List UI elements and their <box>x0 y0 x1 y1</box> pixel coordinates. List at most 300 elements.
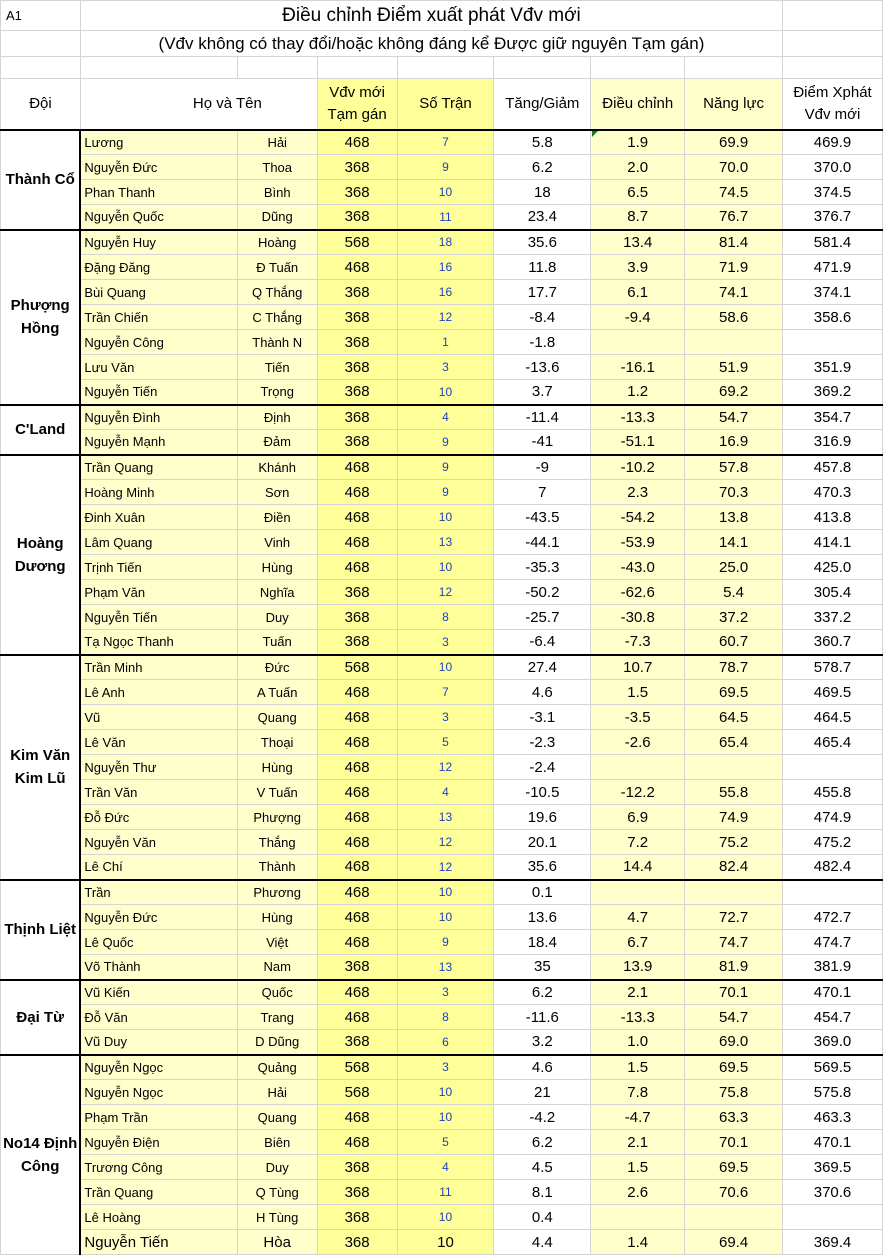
ability-value[interactable]: 74.9 <box>685 805 783 830</box>
ability-value[interactable]: 5.4 <box>685 580 783 605</box>
ability-value[interactable]: 75.8 <box>685 1080 783 1105</box>
vdv-value[interactable]: 368 <box>317 155 397 180</box>
change-value[interactable]: -1.8 <box>494 330 591 355</box>
vdv-value[interactable]: 468 <box>317 130 397 155</box>
start-score[interactable]: 474.9 <box>783 805 883 830</box>
ability-value[interactable]: 64.5 <box>685 705 783 730</box>
player-surname[interactable]: Bùi Quang <box>80 280 237 305</box>
player-name[interactable]: Định <box>237 405 317 430</box>
vdv-value[interactable]: 468 <box>317 530 397 555</box>
player-surname[interactable]: Lưu Văn <box>80 355 237 380</box>
ability-value[interactable]: 63.3 <box>685 1105 783 1130</box>
change-value[interactable]: -13.6 <box>494 355 591 380</box>
player-surname[interactable]: Nguyễn Mạnh <box>80 430 237 455</box>
player-name[interactable]: Hải <box>237 130 317 155</box>
adjust-value[interactable]: 3.9 <box>591 255 685 280</box>
vdv-value[interactable]: 368 <box>317 1230 397 1255</box>
player-surname[interactable]: Nguyễn Đình <box>80 405 237 430</box>
start-score[interactable]: 482.4 <box>783 855 883 880</box>
player-name[interactable]: Phương <box>237 880 317 905</box>
vdv-value[interactable]: 568 <box>317 230 397 255</box>
vdv-value[interactable]: 568 <box>317 655 397 680</box>
vdv-value[interactable]: 468 <box>317 705 397 730</box>
matches-count[interactable]: 10 <box>397 880 494 905</box>
vdv-value[interactable]: 468 <box>317 830 397 855</box>
adjust-value[interactable]: 6.9 <box>591 805 685 830</box>
change-value[interactable]: -43.5 <box>494 505 591 530</box>
player-name[interactable]: Hải <box>237 1080 317 1105</box>
matches-count[interactable]: 8 <box>397 605 494 630</box>
player-surname[interactable]: Nguyễn Điện <box>80 1130 237 1155</box>
vdv-value[interactable]: 468 <box>317 805 397 830</box>
player-name[interactable]: Thành <box>237 855 317 880</box>
change-value[interactable]: 3.7 <box>494 380 591 405</box>
change-value[interactable]: 27.4 <box>494 655 591 680</box>
player-surname[interactable]: Đinh Xuân <box>80 505 237 530</box>
ability-value[interactable]: 74.5 <box>685 180 783 205</box>
ability-value[interactable]: 70.1 <box>685 980 783 1005</box>
start-score[interactable]: 470.3 <box>783 480 883 505</box>
adjust-value[interactable]: 1.4 <box>591 1230 685 1255</box>
matches-count[interactable]: 9 <box>397 155 494 180</box>
player-surname[interactable]: Vũ Kiến <box>80 980 237 1005</box>
matches-count[interactable]: 13 <box>397 530 494 555</box>
matches-count[interactable]: 9 <box>397 480 494 505</box>
player-name[interactable]: Nam <box>237 955 317 980</box>
matches-count[interactable]: 9 <box>397 930 494 955</box>
matches-count[interactable]: 12 <box>397 755 494 780</box>
vdv-value[interactable]: 468 <box>317 930 397 955</box>
start-score[interactable]: 472.7 <box>783 905 883 930</box>
change-value[interactable]: 17.7 <box>494 280 591 305</box>
adjust-value[interactable]: -13.3 <box>591 405 685 430</box>
team-name[interactable]: Phượng Hồng <box>1 230 81 405</box>
player-name[interactable]: Duy <box>237 605 317 630</box>
vdv-value[interactable]: 368 <box>317 205 397 230</box>
adjust-value[interactable]: 7.8 <box>591 1080 685 1105</box>
player-name[interactable]: Dũng <box>237 205 317 230</box>
vdv-value[interactable]: 368 <box>317 630 397 655</box>
team-name[interactable]: C'Land <box>1 405 81 455</box>
player-surname[interactable]: Đặng Đăng <box>80 255 237 280</box>
start-score[interactable]: 369.5 <box>783 1155 883 1180</box>
adjust-value[interactable]: 13.4 <box>591 230 685 255</box>
adjust-value[interactable]: 8.7 <box>591 205 685 230</box>
player-surname[interactable]: Võ Thành <box>80 955 237 980</box>
matches-count[interactable]: 5 <box>397 1130 494 1155</box>
player-name[interactable]: Việt <box>237 930 317 955</box>
player-name[interactable]: Đức <box>237 655 317 680</box>
player-name[interactable]: Quang <box>237 1105 317 1130</box>
adjust-value[interactable]: 1.0 <box>591 1030 685 1055</box>
player-name[interactable]: Tuấn <box>237 630 317 655</box>
ability-value[interactable]: 72.7 <box>685 905 783 930</box>
ability-value[interactable]: 78.7 <box>685 655 783 680</box>
change-value[interactable]: -2.4 <box>494 755 591 780</box>
ability-value[interactable]: 37.2 <box>685 605 783 630</box>
change-value[interactable]: 4.6 <box>494 1055 591 1080</box>
matches-count[interactable]: 16 <box>397 280 494 305</box>
vdv-value[interactable]: 468 <box>317 780 397 805</box>
start-score[interactable]: 471.9 <box>783 255 883 280</box>
ability-value[interactable]: 76.7 <box>685 205 783 230</box>
change-value[interactable]: 8.1 <box>494 1180 591 1205</box>
adjust-value[interactable]: 2.1 <box>591 1130 685 1155</box>
ability-value[interactable] <box>685 755 783 780</box>
adjust-value[interactable]: 6.5 <box>591 180 685 205</box>
matches-count[interactable]: 4 <box>397 1155 494 1180</box>
vdv-value[interactable]: 368 <box>317 280 397 305</box>
start-score[interactable]: 470.1 <box>783 1130 883 1155</box>
adjust-value[interactable]: 6.1 <box>591 280 685 305</box>
change-value[interactable]: -35.3 <box>494 555 591 580</box>
start-score[interactable]: 381.9 <box>783 955 883 980</box>
player-surname[interactable]: Lương <box>80 130 237 155</box>
header-so-tran[interactable]: Số Trận <box>397 79 494 130</box>
start-score[interactable]: 454.7 <box>783 1005 883 1030</box>
vdv-value[interactable]: 368 <box>317 1030 397 1055</box>
change-value[interactable]: -2.3 <box>494 730 591 755</box>
matches-count[interactable]: 16 <box>397 255 494 280</box>
ability-value[interactable]: 70.6 <box>685 1180 783 1205</box>
player-surname[interactable]: Trần Minh <box>80 655 237 680</box>
vdv-value[interactable]: 468 <box>317 1130 397 1155</box>
change-value[interactable]: -44.1 <box>494 530 591 555</box>
change-value[interactable]: 18.4 <box>494 930 591 955</box>
change-value[interactable]: 5.8 <box>494 130 591 155</box>
team-name[interactable]: Thành Cổ <box>1 130 81 230</box>
player-surname[interactable]: Trịnh Tiến <box>80 555 237 580</box>
change-value[interactable]: 7 <box>494 480 591 505</box>
ability-value[interactable]: 13.8 <box>685 505 783 530</box>
player-name[interactable]: Đ Tuấn <box>237 255 317 280</box>
adjust-value[interactable]: -43.0 <box>591 555 685 580</box>
ability-value[interactable]: 69.9 <box>685 130 783 155</box>
change-value[interactable]: 0.1 <box>494 880 591 905</box>
ability-value[interactable]: 65.4 <box>685 730 783 755</box>
player-name[interactable]: Hùng <box>237 905 317 930</box>
adjust-value[interactable]: 1.9 <box>591 130 685 155</box>
start-score[interactable]: 369.4 <box>783 1230 883 1255</box>
adjust-value[interactable]: -53.9 <box>591 530 685 555</box>
ability-value[interactable]: 51.9 <box>685 355 783 380</box>
player-surname[interactable]: Lê Quốc <box>80 930 237 955</box>
player-surname[interactable]: Trần Văn <box>80 780 237 805</box>
player-surname[interactable]: Lê Chí <box>80 855 237 880</box>
adjust-value[interactable]: -16.1 <box>591 355 685 380</box>
adjust-value[interactable]: 6.7 <box>591 930 685 955</box>
start-score[interactable]: 575.8 <box>783 1080 883 1105</box>
vdv-value[interactable]: 568 <box>317 1080 397 1105</box>
change-value[interactable]: 20.1 <box>494 830 591 855</box>
start-score[interactable]: 581.4 <box>783 230 883 255</box>
matches-count[interactable]: 3 <box>397 355 494 380</box>
matches-count[interactable]: 10 <box>397 1230 494 1255</box>
change-value[interactable]: -9 <box>494 455 591 480</box>
vdv-value[interactable]: 468 <box>317 1005 397 1030</box>
start-score[interactable] <box>783 1205 883 1230</box>
start-score[interactable]: 470.1 <box>783 980 883 1005</box>
player-name[interactable]: Thành N <box>237 330 317 355</box>
player-surname[interactable]: Trần <box>80 880 237 905</box>
ability-value[interactable] <box>685 330 783 355</box>
adjust-value[interactable]: -3.5 <box>591 705 685 730</box>
player-surname[interactable]: Lê Hoàng <box>80 1205 237 1230</box>
header-diem-xphat[interactable]: Điểm Xphát Vđv mới <box>783 79 883 130</box>
ability-value[interactable]: 82.4 <box>685 855 783 880</box>
player-surname[interactable]: Lâm Quang <box>80 530 237 555</box>
start-score[interactable]: 376.7 <box>783 205 883 230</box>
adjust-value[interactable] <box>591 330 685 355</box>
vdv-value[interactable]: 368 <box>317 605 397 630</box>
change-value[interactable]: -8.4 <box>494 305 591 330</box>
vdv-value[interactable]: 468 <box>317 755 397 780</box>
header-vdv-moi[interactable]: Vđv mới Tạm gán <box>317 79 397 130</box>
ability-value[interactable]: 74.7 <box>685 930 783 955</box>
player-surname[interactable]: Lê Anh <box>80 680 237 705</box>
adjust-value[interactable]: -30.8 <box>591 605 685 630</box>
adjust-value[interactable]: 1.2 <box>591 380 685 405</box>
vdv-value[interactable]: 368 <box>317 580 397 605</box>
player-name[interactable]: Hoàng <box>237 230 317 255</box>
matches-count[interactable]: 5 <box>397 730 494 755</box>
matches-count[interactable]: 11 <box>397 205 494 230</box>
player-name[interactable]: Sơn <box>237 480 317 505</box>
start-score[interactable]: 469.9 <box>783 130 883 155</box>
matches-count[interactable]: 10 <box>397 655 494 680</box>
adjust-value[interactable] <box>591 755 685 780</box>
player-surname[interactable]: Nguyễn Thư <box>80 755 237 780</box>
matches-count[interactable]: 12 <box>397 580 494 605</box>
matches-count[interactable]: 10 <box>397 905 494 930</box>
adjust-value[interactable]: 14.4 <box>591 855 685 880</box>
ability-value[interactable]: 54.7 <box>685 1005 783 1030</box>
ability-value[interactable]: 69.5 <box>685 1155 783 1180</box>
change-value[interactable]: 6.2 <box>494 155 591 180</box>
adjust-value[interactable]: -4.7 <box>591 1105 685 1130</box>
change-value[interactable]: -10.5 <box>494 780 591 805</box>
vdv-value[interactable]: 468 <box>317 480 397 505</box>
adjust-value[interactable]: 2.1 <box>591 980 685 1005</box>
change-value[interactable]: -11.4 <box>494 405 591 430</box>
header-nang-luc[interactable]: Năng lực <box>685 79 783 130</box>
vdv-value[interactable]: 368 <box>317 305 397 330</box>
player-surname[interactable]: Phạm Văn <box>80 580 237 605</box>
start-score[interactable]: 457.8 <box>783 455 883 480</box>
matches-count[interactable]: 10 <box>397 555 494 580</box>
start-score[interactable]: 360.7 <box>783 630 883 655</box>
start-score[interactable]: 569.5 <box>783 1055 883 1080</box>
player-surname[interactable]: Phan Thanh <box>80 180 237 205</box>
vdv-value[interactable]: 468 <box>317 855 397 880</box>
adjust-value[interactable]: 7.2 <box>591 830 685 855</box>
start-score[interactable] <box>783 755 883 780</box>
vdv-value[interactable]: 368 <box>317 180 397 205</box>
vdv-value[interactable]: 368 <box>317 1180 397 1205</box>
start-score[interactable]: 351.9 <box>783 355 883 380</box>
ability-value[interactable]: 54.7 <box>685 405 783 430</box>
matches-count[interactable]: 13 <box>397 955 494 980</box>
adjust-value[interactable]: -13.3 <box>591 1005 685 1030</box>
player-name[interactable]: Duy <box>237 1155 317 1180</box>
player-name[interactable]: Trọng <box>237 380 317 405</box>
change-value[interactable]: 19.6 <box>494 805 591 830</box>
start-score[interactable]: 374.5 <box>783 180 883 205</box>
vdv-value[interactable]: 468 <box>317 980 397 1005</box>
start-score[interactable]: 316.9 <box>783 430 883 455</box>
player-name[interactable]: Điền <box>237 505 317 530</box>
change-value[interactable]: -41 <box>494 430 591 455</box>
start-score[interactable]: 414.1 <box>783 530 883 555</box>
vdv-value[interactable]: 468 <box>317 880 397 905</box>
start-score[interactable]: 413.8 <box>783 505 883 530</box>
player-name[interactable]: D Dũng <box>237 1030 317 1055</box>
ability-value[interactable]: 69.0 <box>685 1030 783 1055</box>
player-name[interactable]: Thắng <box>237 830 317 855</box>
change-value[interactable]: -6.4 <box>494 630 591 655</box>
vdv-value[interactable]: 368 <box>317 955 397 980</box>
ability-value[interactable]: 81.9 <box>685 955 783 980</box>
adjust-value[interactable]: 2.0 <box>591 155 685 180</box>
start-score[interactable]: 464.5 <box>783 705 883 730</box>
start-score[interactable] <box>783 880 883 905</box>
start-score[interactable]: 425.0 <box>783 555 883 580</box>
ability-value[interactable]: 70.0 <box>685 155 783 180</box>
player-surname[interactable]: Nguyễn Công <box>80 330 237 355</box>
player-surname[interactable]: Hoàng Minh <box>80 480 237 505</box>
ability-value[interactable] <box>685 1205 783 1230</box>
start-score[interactable]: 578.7 <box>783 655 883 680</box>
ability-value[interactable]: 70.3 <box>685 480 783 505</box>
matches-count[interactable]: 12 <box>397 830 494 855</box>
ability-value[interactable]: 55.8 <box>685 780 783 805</box>
player-name[interactable]: H Tùng <box>237 1205 317 1230</box>
matches-count[interactable]: 10 <box>397 180 494 205</box>
player-surname[interactable]: Nguyễn Tiến <box>80 1230 237 1255</box>
player-name[interactable]: Trang <box>237 1005 317 1030</box>
adjust-value[interactable]: 1.5 <box>591 1055 685 1080</box>
vdv-value[interactable]: 368 <box>317 430 397 455</box>
adjust-value[interactable]: -12.2 <box>591 780 685 805</box>
vdv-value[interactable]: 468 <box>317 255 397 280</box>
adjust-value[interactable]: -2.6 <box>591 730 685 755</box>
change-value[interactable]: 11.8 <box>494 255 591 280</box>
start-score[interactable]: 358.6 <box>783 305 883 330</box>
change-value[interactable]: 35 <box>494 955 591 980</box>
player-name[interactable]: Tiến <box>237 355 317 380</box>
matches-count[interactable]: 3 <box>397 1055 494 1080</box>
player-name[interactable]: Bình <box>237 180 317 205</box>
player-surname[interactable]: Nguyễn Quốc <box>80 205 237 230</box>
change-value[interactable]: 6.2 <box>494 1130 591 1155</box>
player-surname[interactable]: Nguyễn Đức <box>80 155 237 180</box>
change-value[interactable]: 0.4 <box>494 1205 591 1230</box>
player-name[interactable]: Phượng <box>237 805 317 830</box>
matches-count[interactable]: 12 <box>397 855 494 880</box>
adjust-value[interactable]: 1.5 <box>591 1155 685 1180</box>
change-value[interactable]: 18 <box>494 180 591 205</box>
start-score[interactable]: 369.0 <box>783 1030 883 1055</box>
player-name[interactable]: Nghĩa <box>237 580 317 605</box>
change-value[interactable]: -25.7 <box>494 605 591 630</box>
player-surname[interactable]: Vũ <box>80 705 237 730</box>
vdv-value[interactable]: 468 <box>317 680 397 705</box>
cell-reference[interactable]: A1 <box>1 1 81 31</box>
start-score[interactable]: 369.2 <box>783 380 883 405</box>
vdv-value[interactable]: 368 <box>317 1155 397 1180</box>
ability-value[interactable]: 69.5 <box>685 680 783 705</box>
adjust-value[interactable]: 10.7 <box>591 655 685 680</box>
vdv-value[interactable]: 468 <box>317 505 397 530</box>
matches-count[interactable]: 6 <box>397 1030 494 1055</box>
player-name[interactable]: C Thắng <box>237 305 317 330</box>
matches-count[interactable]: 9 <box>397 430 494 455</box>
adjust-value[interactable]: 13.9 <box>591 955 685 980</box>
player-name[interactable]: Khánh <box>237 455 317 480</box>
player-surname[interactable]: Vũ Duy <box>80 1030 237 1055</box>
matches-count[interactable]: 10 <box>397 1105 494 1130</box>
matches-count[interactable]: 4 <box>397 405 494 430</box>
ability-value[interactable]: 81.4 <box>685 230 783 255</box>
ability-value[interactable]: 74.1 <box>685 280 783 305</box>
start-score[interactable]: 474.7 <box>783 930 883 955</box>
player-name[interactable]: Quang <box>237 705 317 730</box>
adjust-value[interactable]: -10.2 <box>591 455 685 480</box>
matches-count[interactable]: 7 <box>397 130 494 155</box>
vdv-value[interactable]: 468 <box>317 905 397 930</box>
team-name[interactable]: Kim Văn Kim Lũ <box>1 655 81 880</box>
vdv-value[interactable]: 368 <box>317 330 397 355</box>
adjust-value[interactable]: -7.3 <box>591 630 685 655</box>
ability-value[interactable]: 75.2 <box>685 830 783 855</box>
matches-count[interactable]: 10 <box>397 505 494 530</box>
start-score[interactable]: 465.4 <box>783 730 883 755</box>
vdv-value[interactable]: 368 <box>317 405 397 430</box>
player-surname[interactable]: Nguyễn Văn <box>80 830 237 855</box>
player-name[interactable]: Hùng <box>237 555 317 580</box>
player-surname[interactable]: Nguyễn Ngọc <box>80 1055 237 1080</box>
player-surname[interactable]: Nguyễn Đức <box>80 905 237 930</box>
change-value[interactable]: 23.4 <box>494 205 591 230</box>
change-value[interactable]: -11.6 <box>494 1005 591 1030</box>
vdv-value[interactable]: 468 <box>317 455 397 480</box>
start-score[interactable]: 463.3 <box>783 1105 883 1130</box>
player-surname[interactable]: Nguyễn Huy <box>80 230 237 255</box>
ability-value[interactable]: 14.1 <box>685 530 783 555</box>
header-ho-va-ten[interactable]: Họ và Tên <box>80 79 317 130</box>
ability-value[interactable]: 58.6 <box>685 305 783 330</box>
team-name[interactable]: Đại Từ <box>1 980 81 1055</box>
change-value[interactable]: -3.1 <box>494 705 591 730</box>
change-value[interactable]: 4.5 <box>494 1155 591 1180</box>
vdv-value[interactable]: 368 <box>317 1205 397 1230</box>
vdv-value[interactable]: 368 <box>317 355 397 380</box>
player-name[interactable]: Thoa <box>237 155 317 180</box>
player-name[interactable]: V Tuấn <box>237 780 317 805</box>
player-surname[interactable]: Nguyễn Tiến <box>80 380 237 405</box>
player-name[interactable]: Q Tùng <box>237 1180 317 1205</box>
change-value[interactable]: 4.6 <box>494 680 591 705</box>
ability-value[interactable]: 25.0 <box>685 555 783 580</box>
player-name[interactable]: Thoại <box>237 730 317 755</box>
player-surname[interactable]: Đỗ Đức <box>80 805 237 830</box>
change-value[interactable]: 6.2 <box>494 980 591 1005</box>
sheet-subtitle[interactable]: (Vđv không có thay đổi/hoặc không đáng kể Được giữ nguyên Tạm gán) <box>80 31 782 57</box>
adjust-value[interactable]: -62.6 <box>591 580 685 605</box>
ability-value[interactable]: 71.9 <box>685 255 783 280</box>
player-name[interactable]: Hùng <box>237 755 317 780</box>
start-score[interactable]: 354.7 <box>783 405 883 430</box>
